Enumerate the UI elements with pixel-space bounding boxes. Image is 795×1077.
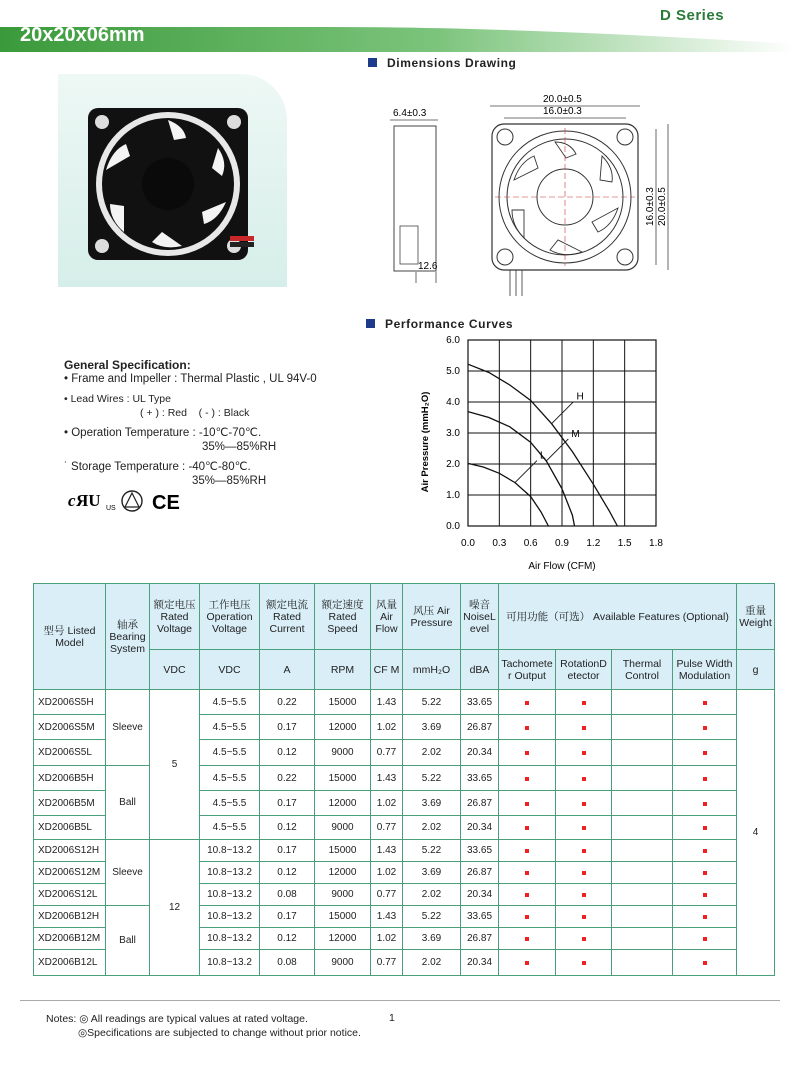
y-tick-label: 4.0 [446,397,460,408]
cell-rot [556,928,612,950]
cell-op-voltage: 4.5~5.5 [200,766,260,791]
cell-speed: 9000 [315,740,371,766]
spec-lead-neg: ( - ) : Black [198,407,250,419]
cell-thermal [612,884,673,906]
cell-model: XD2006B12M [34,928,106,950]
cell-pwm [673,791,737,816]
table-row [34,906,775,928]
spec-op-rh: 35%—85%RH [202,441,277,453]
feature-tach: Tachomete r Output [499,650,556,690]
cell-current: 0.12 [260,740,315,766]
cell-noise: 20.34 [461,740,499,766]
cell-model: XD2006B12L [34,950,106,976]
available-marker [703,915,707,919]
cell-rot [556,816,612,840]
cell-pressure: 5.22 [403,690,461,715]
svg-text:US: US [106,505,116,512]
cell-noise: 33.65 [461,906,499,928]
series-label-L: L [540,450,546,462]
unit-weight: g [737,650,775,690]
spec-title: General Specification: [64,358,191,372]
dim-side-width: 6.4±0.3 [393,108,427,119]
th-current: 额定电流 Rated Current [260,584,315,650]
cell-model: XD2006S5H [34,690,106,715]
spec-lead: Lead Wires : UL Type [70,393,171,405]
cell-pressure: 5.22 [403,766,461,791]
cell-tach [499,690,556,715]
y-tick-label: 6.0 [446,335,460,346]
cell-rot [556,766,612,791]
available-marker [703,937,707,941]
cell-current: 0.08 [260,884,315,906]
th-flow: 风量 Air Flow [371,584,403,650]
available-marker [582,751,586,755]
table-row [34,840,775,862]
th-op-voltage: 工作电压 Operation Voltage [200,584,260,650]
dim-hole-width: 16.0±0.3 [543,106,582,117]
cell-thermal [612,950,673,976]
cell-pwm [673,884,737,906]
cell-op-voltage: 10.8~13.2 [200,840,260,862]
cell-noise: 33.65 [461,766,499,791]
cell-voltage: 12 [150,840,200,976]
y-tick-label: 1.0 [446,490,460,501]
cell-pwm [673,816,737,840]
cell-op-voltage: 4.5~5.5 [200,740,260,766]
cell-thermal [612,715,673,740]
cell-current: 0.17 [260,791,315,816]
cell-op-voltage: 4.5~5.5 [200,715,260,740]
cell-current: 0.12 [260,862,315,884]
cell-bearing: Sleeve [106,690,150,766]
notes-divider [20,1000,780,1001]
available-marker [582,802,586,806]
unit-speed: RPM [315,650,371,690]
available-marker [703,751,707,755]
cell-model: XD2006S5L [34,740,106,766]
cell-tach [499,740,556,766]
cell-flow: 0.77 [371,950,403,976]
cell-thermal [612,690,673,715]
cell-noise: 20.34 [461,950,499,976]
cell-pressure: 5.22 [403,906,461,928]
spec-lead-pos: ( + ) : Red [140,407,187,419]
note-1: Notes: ◎ All readings are typical values at rated voltage. [46,1013,308,1025]
cell-flow: 0.77 [371,884,403,906]
cell-noise: 26.87 [461,928,499,950]
cell-thermal [612,766,673,791]
chart-xlabel: Air Flow (CFM) [528,561,596,572]
cell-noise: 26.87 [461,715,499,740]
cell-flow: 1.02 [371,715,403,740]
cell-tach [499,950,556,976]
cell-tach [499,884,556,906]
y-tick-label: 5.0 [446,366,460,377]
certification-logos [66,488,186,514]
cell-flow: 1.43 [371,840,403,862]
product-photo-panel [58,74,287,287]
cell-op-voltage: 4.5~5.5 [200,791,260,816]
available-marker [525,701,529,705]
available-marker [703,802,707,806]
cell-current: 0.08 [260,950,315,976]
table-row [34,766,775,791]
cell-tach [499,816,556,840]
spec-frame: Frame and Impeller : Thermal Plastic , UL 94V-0 [71,373,317,385]
cell-thermal [612,928,673,950]
available-marker [703,961,707,965]
svg-text:ЯU: ЯU [76,491,101,510]
available-marker [525,915,529,919]
performance-chart [410,332,710,577]
cell-pwm [673,906,737,928]
available-marker [582,937,586,941]
dim-side-bottom: 12.6 [418,261,438,272]
available-marker [582,871,586,875]
cell-rot [556,840,612,862]
cell-pwm [673,950,737,976]
series-label: D Series [660,7,725,24]
dim-hole-height: 16.0±0.3 [645,187,656,226]
cell-thermal [612,791,673,816]
available-marker [582,701,586,705]
spec-st-temp: Storage Temperature : -40℃-80℃. [71,461,251,473]
cell-speed: 12000 [315,928,371,950]
cell-flow: 0.77 [371,816,403,840]
section-bullet [368,58,377,67]
feature-rot: RotationD etector [556,650,612,690]
cell-pressure: 2.02 [403,950,461,976]
th-noise: 噪音 NoiseL evel [461,584,499,650]
available-marker [525,777,529,781]
th-speed: 额定速度 Rated Speed [315,584,371,650]
page-title: 20x20x06mm [20,24,145,46]
cell-noise: 20.34 [461,884,499,906]
note-2: ◎Specifications are subjected to change without prior notice. [78,1027,361,1039]
available-marker [582,777,586,781]
cell-flow: 1.43 [371,690,403,715]
cell-current: 0.17 [260,840,315,862]
cell-speed: 15000 [315,840,371,862]
cell-bearing: Ball [106,766,150,840]
cell-rot [556,884,612,906]
available-marker [525,751,529,755]
cell-noise: 33.65 [461,690,499,715]
cell-speed: 9000 [315,950,371,976]
unit-op-voltage: VDC [200,650,260,690]
cell-thermal [612,906,673,928]
y-tick-label: 0.0 [446,521,460,532]
cell-flow: 1.43 [371,766,403,791]
available-marker [582,849,586,853]
section-bullet [366,319,375,328]
tuv-logo [122,491,142,511]
cell-op-voltage: 10.8~13.2 [200,884,260,906]
spec-op-temp: Operation Temperature : -10℃-70℃. [71,427,262,439]
cell-op-voltage: 4.5~5.5 [200,690,260,715]
x-tick-label: 0.9 [555,538,569,549]
available-marker [582,915,586,919]
cell-pressure: 2.02 [403,884,461,906]
table-row [34,690,775,715]
available-marker [582,961,586,965]
general-specification: General Specification: • Frame and Impeller : Thermal Plastic , UL 94V-0 • Lead Wires : UL Type ( + ) : Red ( - ) : Black • Operation Temperature : -10℃-70℃. 35%—85%RH ˙ Storage Temperature : -40℃-80℃. 35%—85%RH [64,358,317,487]
cell-thermal [612,840,673,862]
cell-op-voltage: 4.5~5.5 [200,816,260,840]
page-number: 1 [389,1012,395,1024]
available-marker [703,701,707,705]
cell-weight: 4 [737,690,775,976]
dimensions-heading [368,56,517,70]
available-marker [582,826,586,830]
dim-outer-height: 20.0±0.5 [657,187,668,226]
cell-model: XD2006S12H [34,840,106,862]
unit-current: A [260,650,315,690]
y-tick-label: 2.0 [446,459,460,470]
cell-rot [556,715,612,740]
cell-op-voltage: 10.8~13.2 [200,862,260,884]
cell-tach [499,840,556,862]
available-marker [525,937,529,941]
cell-pwm [673,715,737,740]
cell-pwm [673,862,737,884]
cell-pressure: 3.69 [403,862,461,884]
y-tick-label: 3.0 [446,428,460,439]
cell-noise: 20.34 [461,816,499,840]
spec-table [33,583,775,976]
cell-current: 0.12 [260,816,315,840]
th-weight: 重量 Weight [737,584,775,650]
x-tick-label: 1.8 [649,538,663,549]
th-pressure: 风压 Air Pressure [403,584,461,650]
cell-speed: 9000 [315,884,371,906]
series-label-H: H [576,391,584,403]
cell-tach [499,928,556,950]
cell-flow: 0.77 [371,740,403,766]
feature-pwm: Pulse Width Modulation [673,650,737,690]
th-voltage: 额定电压 Rated Voltage [150,584,200,650]
cell-speed: 15000 [315,906,371,928]
cell-op-voltage: 10.8~13.2 [200,928,260,950]
cell-flow: 1.02 [371,862,403,884]
cell-rot [556,791,612,816]
cell-pwm [673,690,737,715]
performance-heading-text: Performance Curves [385,317,514,331]
x-tick-label: 0.0 [461,538,475,549]
cell-current: 0.12 [260,928,315,950]
cell-bearing: Sleeve [106,840,150,906]
cell-speed: 12000 [315,715,371,740]
cell-thermal [612,862,673,884]
svg-text:c: c [68,491,76,510]
available-marker [582,726,586,730]
cell-current: 0.22 [260,690,315,715]
cell-rot [556,906,612,928]
cell-model: XD2006B12H [34,906,106,928]
cell-pressure: 3.69 [403,928,461,950]
th-bearing: 轴承 Bearing System [106,584,150,690]
ce-logo [152,492,180,514]
available-marker [525,893,529,897]
cell-thermal [612,740,673,766]
fan-photo [58,74,287,287]
cell-pressure: 2.02 [403,740,461,766]
available-marker [582,893,586,897]
available-marker [525,726,529,730]
x-tick-label: 0.3 [492,538,507,549]
unit-pressure: mmH₂O [403,650,461,690]
cell-flow: 1.02 [371,791,403,816]
chart-ylabel: Air Pressure (mmH₂O) [420,391,431,493]
cell-current: 0.22 [260,766,315,791]
feature-thermal: Thermal Control [612,650,673,690]
cell-pwm [673,928,737,950]
cell-pressure: 3.69 [403,715,461,740]
unit-voltage: VDC [150,650,200,690]
cell-model: XD2006S5M [34,715,106,740]
svg-text:CE: CE [152,492,180,514]
x-tick-label: 1.5 [617,538,632,549]
cell-pwm [673,740,737,766]
cell-voltage: 5 [150,690,200,840]
cell-bearing: Ball [106,906,150,976]
cell-model: XD2006B5L [34,816,106,840]
cell-pwm [673,840,737,862]
cell-thermal [612,816,673,840]
dim-outer-width: 20.0±0.5 [543,94,582,105]
unit-noise: dBA [461,650,499,690]
cell-speed: 15000 [315,690,371,715]
cell-tach [499,906,556,928]
available-marker [703,777,707,781]
notes [46,1012,361,1040]
th-model: 型号 Listed Model [34,584,106,690]
ul-logo [68,491,116,512]
cell-model: XD2006S12L [34,884,106,906]
cell-current: 0.17 [260,906,315,928]
performance-heading [366,317,513,331]
cell-tach [499,715,556,740]
cell-speed: 9000 [315,816,371,840]
cell-rot [556,740,612,766]
unit-flow: CF M [371,650,403,690]
cell-rot [556,690,612,715]
available-marker [703,871,707,875]
cell-rot [556,950,612,976]
cell-pressure: 5.22 [403,840,461,862]
cell-flow: 1.43 [371,906,403,928]
available-marker [525,802,529,806]
available-marker [525,849,529,853]
cell-speed: 12000 [315,791,371,816]
available-marker [525,961,529,965]
cell-model: XD2006B5H [34,766,106,791]
available-marker [703,893,707,897]
cell-model: XD2006S12M [34,862,106,884]
cell-noise: 33.65 [461,840,499,862]
cell-tach [499,862,556,884]
th-features: 可用功能（可选） Available Features (Optional) [499,584,737,650]
available-marker [703,726,707,730]
cell-pwm [673,766,737,791]
cell-op-voltage: 10.8~13.2 [200,906,260,928]
available-marker [525,826,529,830]
cell-model: XD2006B5M [34,791,106,816]
cell-op-voltage: 10.8~13.2 [200,950,260,976]
available-marker [525,871,529,875]
cell-rot [556,862,612,884]
available-marker [703,849,707,853]
cell-speed: 12000 [315,862,371,884]
dimensions-heading-text: Dimensions Drawing [387,56,517,70]
cell-tach [499,766,556,791]
dimensions-drawing [360,76,690,301]
cell-pressure: 3.69 [403,791,461,816]
cell-tach [499,791,556,816]
cell-flow: 1.02 [371,928,403,950]
spec-st-rh: 35%—85%RH [192,475,267,487]
cell-current: 0.17 [260,715,315,740]
cell-pressure: 2.02 [403,816,461,840]
x-tick-label: 0.6 [523,538,538,549]
cell-noise: 26.87 [461,862,499,884]
series-label-M: M [571,428,580,440]
cell-speed: 15000 [315,766,371,791]
available-marker [703,826,707,830]
x-tick-label: 1.2 [586,538,601,549]
cell-noise: 26.87 [461,791,499,816]
